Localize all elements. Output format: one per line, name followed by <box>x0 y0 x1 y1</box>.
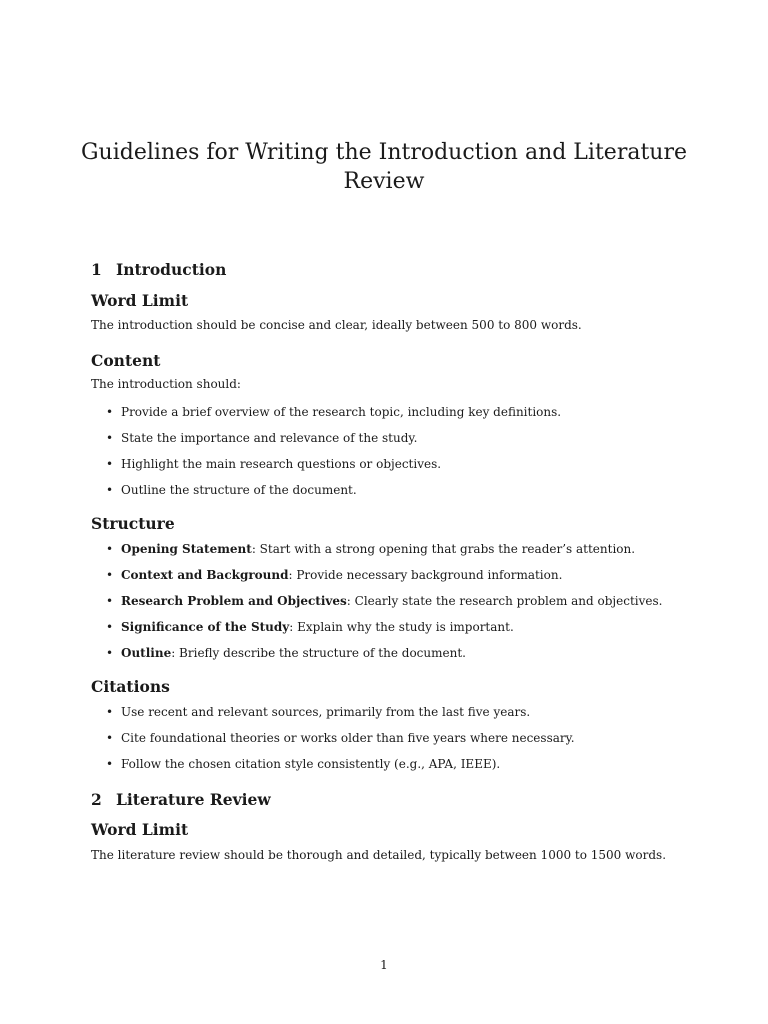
bullet-icon: • <box>106 620 114 634</box>
list-item: • Use recent and relevant sources, primarily from the last five years. <box>106 705 531 719</box>
bullet-icon: • <box>106 542 114 556</box>
section-heading-literature-review <box>91 790 271 809</box>
term: Research Problem and Objectives <box>121 594 347 608</box>
list-item: • Context and Background: Provide necessary background information. <box>106 568 563 582</box>
subheading-structure: Structure <box>91 514 175 533</box>
list-item: • Cite foundational theories or works older than five years where necessary. <box>106 731 575 745</box>
page-number: 1 <box>380 958 388 972</box>
paragraph-content-lead: The introduction should: <box>91 377 241 391</box>
list-item: • Follow the chosen citation style consistently (e.g., APA, IEEE). <box>106 757 501 771</box>
list-item: • Provide a brief overview of the research topic, including key definitions. <box>106 405 562 419</box>
paragraph-word-limit-2: The literature review should be thorough and detailed, typically between 1000 to 1500 words. <box>91 848 667 862</box>
section-title: Literature Review <box>116 790 271 809</box>
term: Context and Background <box>121 568 289 582</box>
list-item: • Opening Statement: Start with a strong opening that grabs the reader’s attention. <box>106 542 636 556</box>
subheading-content: Content <box>91 351 161 370</box>
bullet-icon: • <box>106 705 114 719</box>
bullet-icon: • <box>106 405 114 419</box>
subheading-word-limit: Word Limit <box>91 291 189 310</box>
bullet-icon: • <box>106 457 114 471</box>
content-bullet-list <box>104 404 561 508</box>
list-item: • Outline: Briefly describe the structure of the document. <box>106 646 466 660</box>
subheading-word-limit-2: Word Limit <box>91 820 189 839</box>
list-item: • Significance of the Study: Explain why the study is important. <box>106 620 514 634</box>
list-item: • Highlight the main research questions or objectives. <box>106 457 442 471</box>
bullet-icon: • <box>106 757 114 771</box>
bullet-icon: • <box>106 431 114 445</box>
subheading-citations: Citations <box>91 677 170 696</box>
paragraph-word-limit: The introduction should be concise and clear, ideally between 500 to 800 words. <box>91 318 582 332</box>
bullet-icon: • <box>106 594 114 608</box>
section-number: 2 <box>91 790 102 809</box>
structure-bullet-list <box>104 541 662 671</box>
section-title: Introduction <box>116 260 227 279</box>
bullet-icon: • <box>106 568 114 582</box>
bullet-icon: • <box>106 731 114 745</box>
section-number: 1 <box>91 260 102 279</box>
list-item: • Research Problem and Objectives: Clearly state the research problem and objectives. <box>106 594 663 608</box>
citations-bullet-list <box>104 704 575 782</box>
section-heading-introduction <box>91 260 226 279</box>
bullet-icon: • <box>106 646 114 660</box>
bullet-icon: • <box>106 483 114 497</box>
term: Significance of the Study <box>121 620 290 634</box>
list-item: • State the importance and relevance of the study. <box>106 431 418 445</box>
term: Opening Statement <box>121 542 252 556</box>
document-title: Guidelines for Writing the Introduction and Literature Review <box>80 140 687 194</box>
term: Outline <box>121 646 172 660</box>
list-item: • Outline the structure of the document. <box>106 483 357 497</box>
